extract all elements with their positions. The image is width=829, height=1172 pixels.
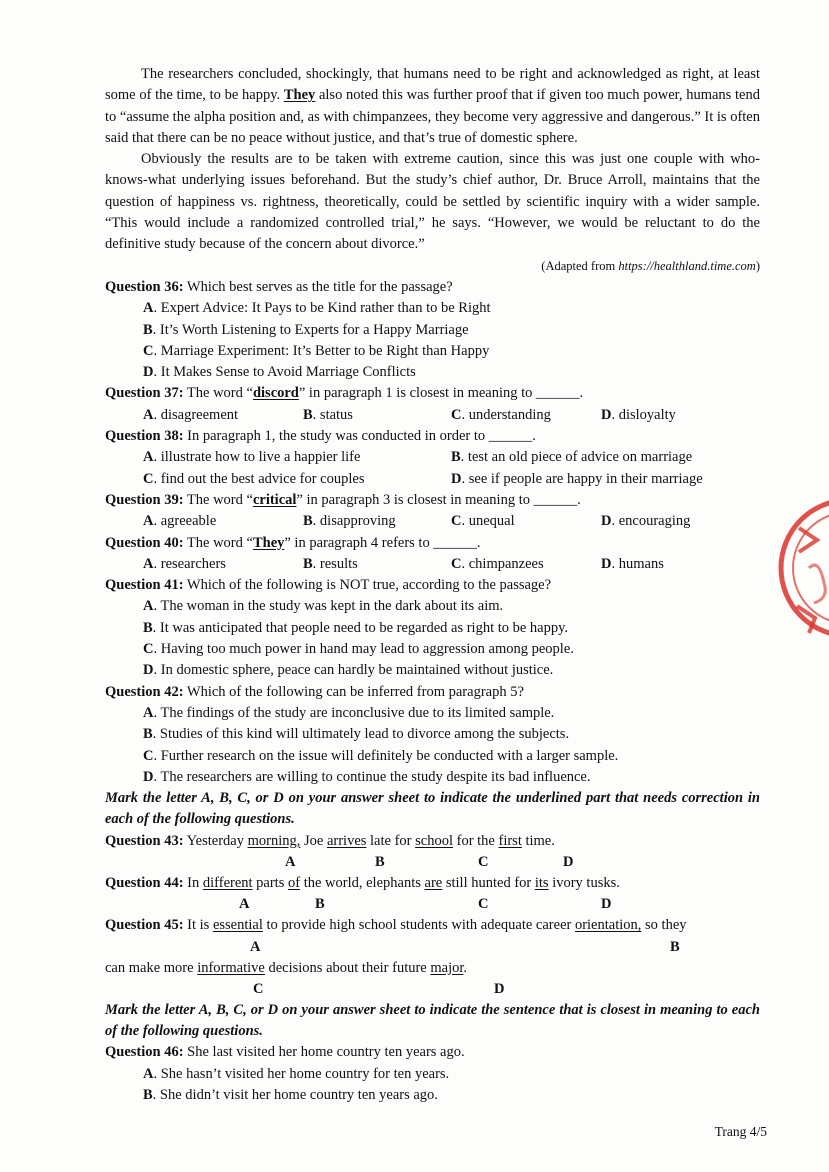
- q37-option-b: B. status: [303, 406, 353, 423]
- red-seal-stamp-icon: [769, 488, 829, 648]
- q38-option-b: B. test an old piece of advice on marriage: [451, 449, 693, 466]
- page-number: Trang 4/5: [714, 1124, 767, 1139]
- question-36: Question 36: Which best serves as the title for the passage?: [105, 278, 453, 295]
- q42-option-a: A. The findings of the study are inconclusive due to its limited sample.: [143, 704, 555, 721]
- q37-option-d: D. disloyalty: [601, 406, 676, 423]
- q39-option-d: D. encouraging: [601, 513, 691, 530]
- question-40: Question 40: The word “They” in paragraph 4 refers to ______.: [105, 534, 481, 551]
- q37-option-a: A. disagreement: [143, 406, 239, 423]
- q44-letters: A B C D: [239, 896, 612, 913]
- question-45: Question 45: It is essential to provide high school students with adequate career orientation, so they: [105, 917, 687, 934]
- underlined-they: They: [283, 87, 316, 104]
- q41-option-c: C. Having too much power in hand may lead to aggression among people.: [143, 641, 574, 658]
- passage-paragraph-4: The researchers concluded, shockingly, that humans need to be right and acknowledged as right, at least some of the time, to be happy. They also noted this was further proof that if given too much power, humans tend to “assume the alpha position and, as with chimpanzees, they become very aggressive and dangerous.” It is often said that there can be no peace without justice, and that’s true of domestic sphere.: [105, 66, 760, 146]
- question-43: Question 43: Yesterday morning, Joe arrives late for school for the first time.: [105, 832, 555, 849]
- q41-option-a: A. The woman in the study was kept in the dark about its aim.: [143, 598, 504, 615]
- q40-options: [105, 554, 760, 575]
- question-45-continued: can make more informative decisions about their future major.: [105, 959, 468, 976]
- question-42: Question 42: Which of the following can be inferred from paragraph 5?: [105, 683, 524, 700]
- instruction-closest-meaning: Mark the letter A, B, C, or D on your answer sheet to indicate the sentence that is closest in meaning to each of the following questions.: [105, 1001, 760, 1040]
- q36-option-b: B. It’s Worth Listening to Experts for a Happy Marriage: [143, 321, 469, 338]
- question-41: Question 41: Which of the following is NOT true, according to the passage?: [105, 577, 552, 594]
- q36-option-a: A. Expert Advice: It Pays to be Kind rather than to be Right: [143, 300, 491, 317]
- q46-option-a: A. She hasn’t visited her home country for ten years.: [143, 1065, 450, 1082]
- q46-option-b: B. She didn’t visit her home country ten years ago.: [143, 1087, 438, 1104]
- instruction-error-identification: Mark the letter A, B, C, or D on your answer sheet to indicate the underlined part that needs correction in each of the following questions.: [105, 790, 760, 828]
- q45-letters-line1: A B: [250, 938, 680, 955]
- q43-letters: A B C D: [285, 853, 574, 870]
- q42-option-d: D. The researchers are willing to continue the study despite its bad influence.: [143, 768, 591, 785]
- q39-option-b: B. disapproving: [303, 513, 396, 530]
- q40-option-a: A. researchers: [143, 555, 226, 572]
- q38-options: [105, 447, 760, 490]
- q40-option-c: C. chimpanzees: [451, 555, 544, 572]
- passage-paragraph-5: Obviously the results are to be taken with extreme caution, since this was just one couple with who-knows-what underlying issues beforehand. But the study’s chief author, Dr. Bruce Arroll, maintains that the question of happiness vs. rightness, theoretically, could be settled by scientific inquiry with a wider sample. “This would include a randomized controlled trial,” he says. “However, we would be reluctant to do the definitive study because of the concern about divorce.”: [105, 151, 760, 253]
- question-38: Question 38: In paragraph 1, the study was conducted in order to ______.: [105, 428, 536, 445]
- question-44: Question 44: In different parts of the world, elephants are still hunted for its ivory tusks.: [105, 874, 620, 891]
- q40-option-d: D. humans: [601, 555, 664, 572]
- q39-option-c: C. unequal: [451, 513, 515, 530]
- question-37: Question 37: The word “discord” in paragraph 1 is closest in meaning to ______.: [105, 385, 584, 402]
- exam-page: [105, 64, 760, 1106]
- q37-option-c: C. understanding: [451, 406, 551, 423]
- q38-option-d: D. see if people are happy in their marriage: [451, 470, 703, 487]
- q42-option-b: B. Studies of this kind will ultimately lead to divorce among the subjects.: [143, 726, 570, 743]
- q36-option-c: C. Marriage Experiment: It’s Better to be Right than Happy: [143, 342, 490, 359]
- question-46: Question 46: She last visited her home country ten years ago.: [105, 1044, 465, 1061]
- q41-option-b: B. It was anticipated that people need to be regarded as right to be happy.: [143, 619, 569, 636]
- q38-option-c: C. find out the best advice for couples: [143, 470, 365, 487]
- q39-option-a: A. agreeable: [143, 513, 217, 530]
- q40-option-b: B. results: [303, 555, 358, 572]
- q38-option-a: A. illustrate how to live a happier life: [143, 449, 361, 466]
- q41-option-d: D. In domestic sphere, peace can hardly be maintained without justice.: [143, 662, 554, 679]
- q42-option-c: C. Further research on the issue will definitely be conducted with a larger sample.: [143, 747, 619, 764]
- q45-letters-line2: C D: [253, 980, 505, 997]
- q37-options: [105, 405, 760, 426]
- q36-option-d: D. It Makes Sense to Avoid Marriage Conflicts: [143, 364, 416, 381]
- question-39: Question 39: The word “critical” in paragraph 3 is closest in meaning to ______.: [105, 491, 581, 508]
- source-citation: (Adapted from https://healthland.time.com): [541, 258, 760, 273]
- q39-options: [105, 511, 760, 532]
